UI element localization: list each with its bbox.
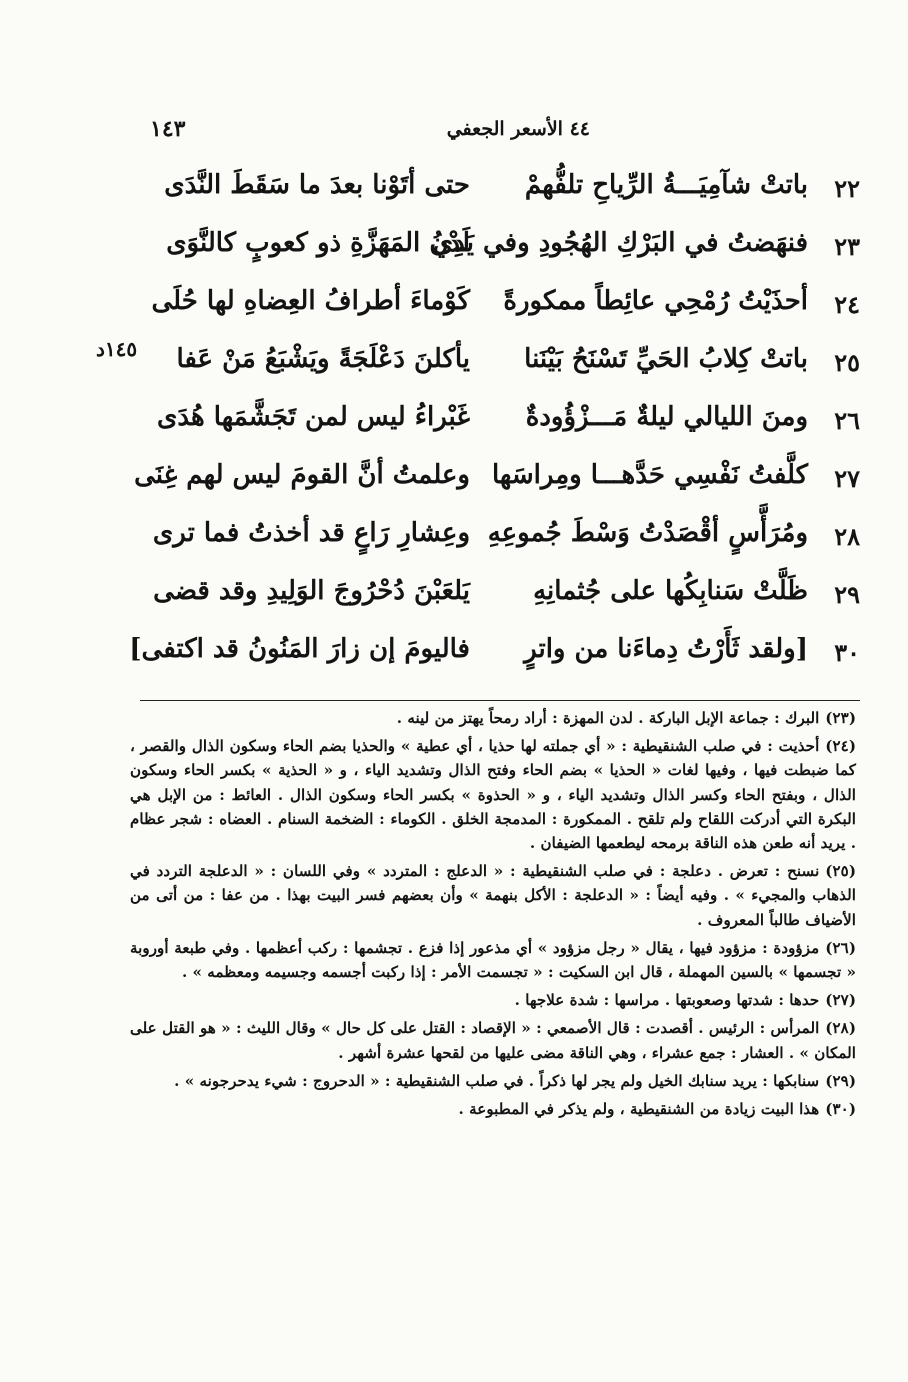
footnote [130, 859, 856, 932]
footnote-text: نسنح : تعرض . دعلجة : في صلب الشنقيطية : « الدعلج : المتردد » وفي اللسان : « الدعلجة التردد في الذهاب والمجيء » . وفيه أيضاً : « الدعلجة : الأكل بنهمة » وأن بعضهم فسر البيت بهذا . من عفا : من أتى من الأضياف طالباً المعروف . [130, 862, 856, 929]
second-hemistich: كَوْماءَ أطرافُ العِضاهِ لها حُلَى [151, 286, 470, 316]
footnote [130, 706, 856, 730]
footnote-number: (٢٥) [825, 862, 856, 881]
footnotes [130, 706, 856, 1125]
footnote [130, 1069, 856, 1093]
second-hemistich: لَدْنُ المَهَزَّةِ ذو كعوبٍ كالنَّوَى [166, 228, 470, 258]
verse-row [140, 160, 860, 216]
second-hemistich: غَبْراءُ ليس لمن تَجَشَّمَها هُدَى [157, 402, 470, 432]
first-hemistich: باتتْ شآمِيَـــةُ الرِّياحِ تلفُّهمْ [524, 170, 808, 200]
page-header [150, 118, 830, 148]
verse-row [140, 218, 860, 274]
footnote-text: مزؤودة : مزؤود فيها ، يقال « رجل مزؤود » أي مذعور إذا فزع . تجشمها : ركب أعظمها . وفي طبعة أوروبة « تجسمها » بالسين المهملة ، قال ابن السكيت : « تجسمت الأمر : إذا ركبت أجسمه وجسيمه ومعظمه » . [130, 938, 856, 982]
running-title: ٤٤ الأسعر الجعفي [446, 118, 590, 140]
footnote-divider [140, 700, 860, 701]
footnote-number: (٣٠) [825, 1100, 856, 1119]
verse-number: ٢٧ [834, 464, 860, 493]
footnote [130, 988, 856, 1012]
verse-row [140, 566, 860, 622]
verse-number: ٢٥ [834, 348, 860, 377]
footnote-number: (٢٨) [825, 1019, 856, 1038]
verse-number: ٢٨ [834, 522, 860, 551]
footnote-text: أحذيت : في صلب الشنقيطية : « أي جملته لها حذيا ، أي عطية » والحذيا بضم الحاء وسكون الذال والقصر ، كما ضبطت فيها ، وفيها لغات « الحذيا » بضم الحاء وفتح الذال وتشديد الياء ، و « الحذية » بكسر الحاء وسكون الذال ، وبفتح الحاء وكسر الذال وتشديد الياء ، و « الحذوة » بكسر الحاء وسكون الذال . العائط : من الإبل هي البكرة التي أدركت اللقاح ولم تلقح . الممكورة : المدمجة الخلق . الكوماء : الضخمة السنام . العضاه : شجر عظام . يريد أنه طعن هذه الناقة برمحه ليطعمها الضيفان . [130, 737, 856, 853]
footnote-text: المرأس : الرئيس . أقصدت : قال الأصمعي : « الإقصاد : القتل على كل حال » وقال الليث : « هو القتل على المكان » . العشار : جمع عشراء ، وهي الناقة مضى عليها من لقحها عشرة أشهر . [130, 1019, 856, 1062]
first-hemistich: ومُرَأَّسٍ أقْصَدْتُ وَسْطَ جُموعِهِ [487, 518, 808, 548]
first-hemistich: كلَّفتُ نَفْسِي حَدَّهـــا ومِراسَها [491, 460, 808, 490]
footnote [130, 936, 856, 984]
footnote-number: (٢٤) [825, 737, 856, 756]
first-hemistich: فنهَضتُ في البَرْكِ الهُجُودِ وفي يَدِي [432, 228, 808, 258]
second-hemistich: يأكلنَ دَعْلَجَةً ويَشْبَعُ مَنْ عَفا [176, 344, 470, 374]
second-hemistich: فاليومَ إن زارَ المَنُونُ قد اكتفى] [129, 634, 470, 664]
footnote [130, 734, 856, 855]
verse-number: ٢٩ [834, 580, 860, 609]
margin-reference: ١٤٥د [96, 337, 138, 361]
second-hemistich: وعِشارِ رَاعٍ قد أخذتُ فما ترى [152, 518, 470, 548]
footnote-text: سنابكها : يريد سنابك الخيل ولم يجر لها ذكراً . في صلب الشنقيطية : « الدحروج : شيء يدحرجونه » . [174, 1071, 820, 1090]
footnote-number: (٢٩) [825, 1071, 856, 1090]
verse-number: ٢٦ [834, 406, 860, 435]
footnote [130, 1097, 856, 1121]
verse-number: ٣٠ [834, 638, 860, 667]
verse-number: ٢٢ [834, 174, 860, 203]
verse-row [140, 392, 860, 448]
page-number: ١٤٣ [150, 116, 186, 142]
footnote-number: (٢٦) [825, 938, 856, 957]
footnote-number: (٢٧) [825, 991, 856, 1010]
footnote-text: هذا البيت زيادة من الشنقيطية ، ولم يذكر في المطبوعة . [458, 1100, 820, 1119]
verse-number: ٢٣ [834, 232, 860, 261]
verse-row [140, 508, 860, 564]
second-hemistich: حتى أتَوْنا بعدَ ما سَقَطَ النَّدَى [164, 170, 470, 200]
verse-number: ٢٤ [834, 290, 860, 319]
first-hemistich: أحذَيْتُ رُمْحِي عائِطاً ممكورةً [503, 286, 808, 316]
verse-row [134, 450, 860, 506]
first-hemistich: ظَلَّتْ سَنابِكُها على جُثمانِهِ [533, 576, 808, 606]
footnote-number: (٢٣) [825, 709, 856, 727]
verse-row [129, 624, 860, 680]
footnote-text: حدها : شدتها وصعوبتها . مراسها : شدة علاجها . [514, 991, 820, 1010]
footnote [130, 1016, 856, 1064]
first-hemistich: ومنَ الليالي ليلةٌ مَـــزْؤُودةٌ [525, 402, 808, 432]
first-hemistich: باتتْ كِلابُ الحَيِّ تَسْنَحُ بَيْنَنا [524, 344, 808, 374]
second-hemistich: يَلعَبْنَ دُحْرُوجَ الوَلِيدِ وقد قضى [153, 576, 470, 606]
footnote-text: البرك : جماعة الإبل الباركة . لدن المهزة : أراد رمحاً يهتز من لينه . [396, 709, 820, 727]
first-hemistich: [ولقد ثَأَرْتُ دِماءَنا من واترٍ [524, 634, 808, 664]
verse-row [140, 276, 860, 332]
verse-row [140, 334, 860, 390]
second-hemistich: وعلمتُ أنَّ القومَ ليس لهم غِنَى [134, 460, 470, 490]
